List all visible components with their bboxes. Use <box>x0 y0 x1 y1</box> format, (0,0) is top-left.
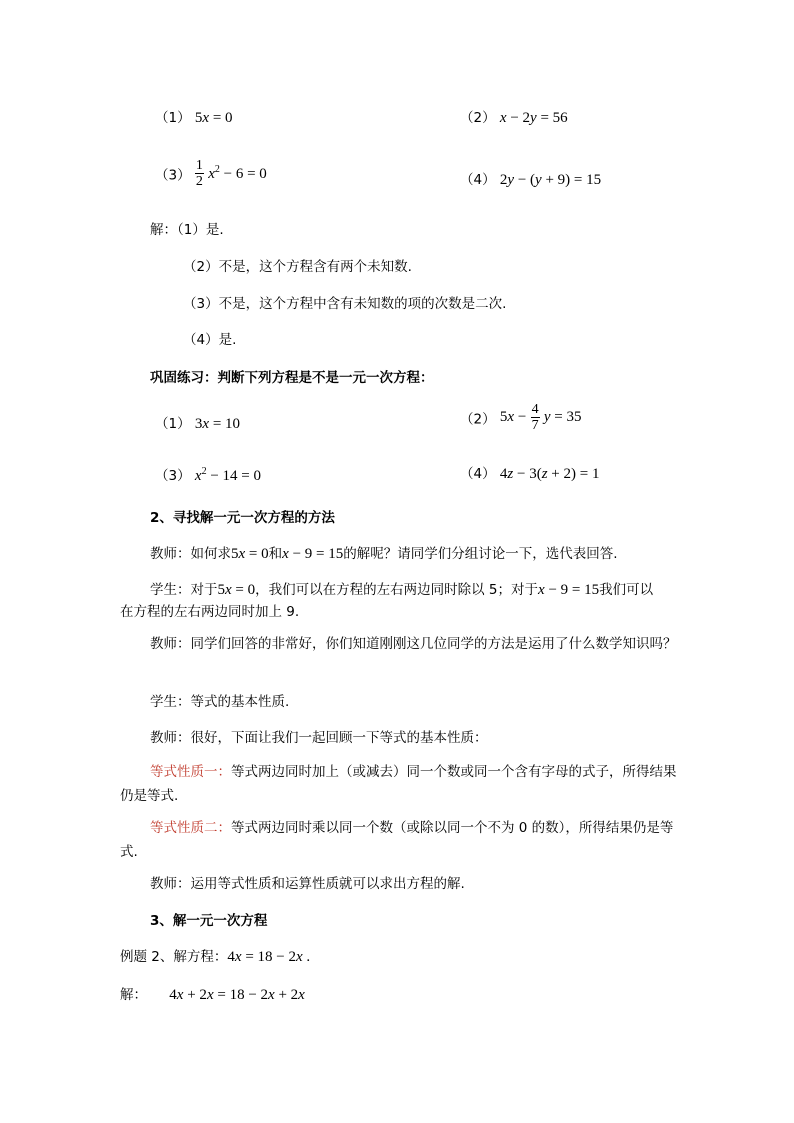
equation: x − 9 = 15 <box>282 546 344 562</box>
equation: 5x = 0 <box>231 546 269 562</box>
property-2-text: 等式两边同时乘以同一个数（或除以同一个不为 0 的数），所得结果仍是等式. <box>120 820 674 860</box>
equation: 3x = 10 <box>194 416 241 432</box>
teacher-line-1 <box>150 542 618 563</box>
equation: 4x + 2x = 18 − 2x + 2x <box>169 987 305 1003</box>
item-number: （1） <box>155 110 191 126</box>
text: ，我们可以在方程的左右两边同时除以 5；对于 <box>255 582 539 598</box>
fraction-half: $\frac{1}{2}$ <box>195 158 203 189</box>
equation: 5x = 0 <box>194 110 233 126</box>
text: 和 <box>268 546 283 562</box>
practice-item-2 <box>460 402 582 433</box>
property-2 <box>120 816 680 864</box>
item-number: （4） <box>460 466 496 482</box>
equation: 4x = 18 − 2x . <box>227 949 311 965</box>
equation-part: 5x − <box>499 409 527 425</box>
item-number: （4） <box>460 172 496 188</box>
equation: $x^2 - 14 = 0$ <box>194 466 261 484</box>
practice-heading: 巩固练习：判断下列方程是不是一元一次方程： <box>150 370 434 386</box>
example-label: 例题 2、解方程： <box>120 949 228 965</box>
property-1-text: 等式两边同时加上（或减去）同一个数或同一个含有字母的式子，所得结果仍是等式. <box>120 764 677 804</box>
property-1-label: 等式性质一： <box>150 764 231 780</box>
text: 我们可以 <box>599 582 654 598</box>
text: 教师：如何求 <box>150 546 231 562</box>
teacher-line-4: 教师：运用等式性质和运算性质就可以求出方程的解. <box>150 876 465 892</box>
teacher-line-2 <box>120 632 680 656</box>
item-number: （2） <box>460 411 496 428</box>
example-2 <box>120 945 310 966</box>
property-1 <box>120 760 680 808</box>
example-item-3 <box>155 158 267 189</box>
student-line-1b: 在方程的左右两边同时加上 9. <box>120 604 300 620</box>
answer-3: （3）不是，这个方程中含有未知数的项的次数是二次. <box>183 296 507 312</box>
student-line-2: 学生：等式的基本性质. <box>150 694 290 710</box>
item-number: （2） <box>460 110 496 126</box>
section3-heading: 3、解一元一次方程 <box>150 913 268 929</box>
example-item-4 <box>460 168 601 189</box>
solution-label: 解： <box>120 987 147 1003</box>
answer-intro: 解：（1）是. <box>150 222 224 238</box>
practice-item-3 <box>155 464 261 485</box>
section2-heading: 2、寻找解一元一次方程的方法 <box>150 510 335 526</box>
equation: x − 9 = 15 <box>538 582 600 598</box>
text: 学生：对于 <box>150 582 218 598</box>
equation: 2y − (y + 9) = 15 <box>499 172 602 188</box>
fraction-four-sevenths: $\frac{4}{7}$ <box>531 402 539 433</box>
item-number: （3） <box>155 468 191 484</box>
solution-line <box>120 983 305 1004</box>
equation: x − 2y = 56 <box>499 110 568 126</box>
text: 的解呢？请同学们分组讨论一下，选代表回答. <box>343 546 618 562</box>
answer-4: （4）是. <box>183 332 237 348</box>
example-item-1 <box>155 106 233 127</box>
text: 教师：同学们回答的非常好，你们知道刚刚这几位同学的方法是运用了什么数学知识吗？ <box>150 636 677 652</box>
equation: 4z − 3(z + 2) = 1 <box>499 466 600 482</box>
property-2-label: 等式性质二： <box>150 820 231 836</box>
answer-2: （2）不是，这个方程含有两个未知数. <box>183 259 412 275</box>
example-item-2 <box>460 106 568 127</box>
equation: 5x = 0 <box>217 582 256 598</box>
equation: $x^2 - 6 = 0$ <box>208 164 267 182</box>
equation-part: y = 35 <box>543 409 582 425</box>
item-number: （1） <box>155 416 191 432</box>
practice-item-1 <box>155 412 240 433</box>
practice-item-4 <box>460 462 599 483</box>
student-line-1 <box>150 578 653 599</box>
teacher-line-3: 教师：很好，下面让我们一起回顾一下等式的基本性质： <box>150 730 488 746</box>
item-number: （3） <box>155 167 191 184</box>
